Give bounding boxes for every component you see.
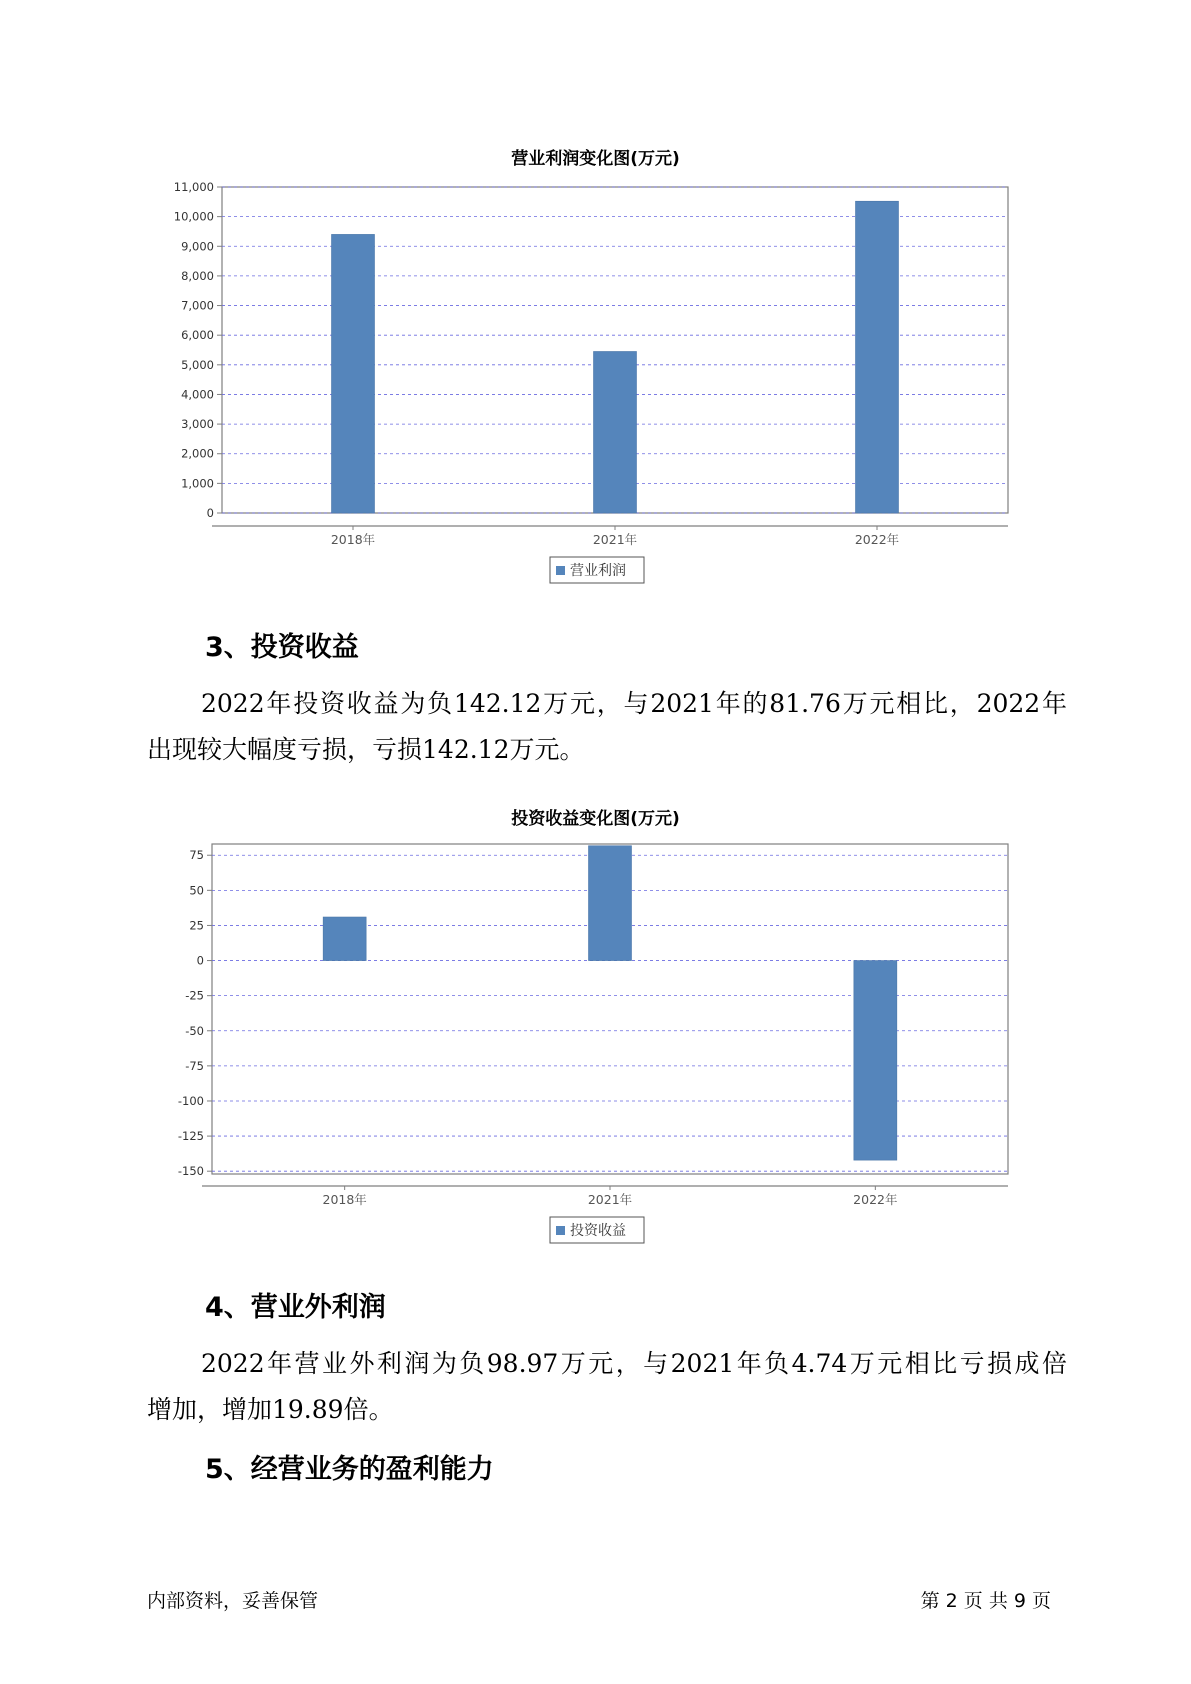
x-tick-label: 2021年 [592, 532, 638, 547]
paragraph-line: 2022年投资收益为负142.12万元，与2021年的81.76万元相比，2022年 [201, 689, 1067, 718]
x-tick-label: 2022年 [854, 532, 900, 547]
y-tick-label: 2,000 [181, 446, 214, 461]
heading-investment-income: 3、投资收益 [205, 632, 359, 663]
y-tick-label: 25 [189, 918, 204, 933]
y-tick-label: 0 [206, 506, 214, 520]
bar-2021年 [589, 846, 632, 961]
paragraph-line: 增加，增加19.89倍。 [147, 1395, 394, 1424]
y-tick-label: 9,000 [181, 239, 214, 254]
y-tick-label: 11,000 [173, 180, 214, 194]
bar-2018年 [332, 234, 375, 513]
bar-2021年 [594, 351, 637, 513]
y-tick-label: -50 [185, 1023, 204, 1038]
paragraph-investment-income [147, 681, 1067, 773]
y-tick-label: 4,000 [181, 387, 214, 402]
y-tick-label: -150 [177, 1164, 204, 1179]
y-tick-label: 6,000 [181, 328, 214, 343]
chart-investment-income [0, 830, 1191, 1250]
y-tick-label: 50 [189, 883, 204, 898]
x-tick-label: 2018年 [330, 532, 376, 547]
y-tick-label: 10,000 [173, 209, 214, 224]
bar-2022年 [854, 961, 897, 1161]
legend-label: 营业利润 [570, 563, 626, 579]
x-tick-label: 2018年 [322, 1192, 367, 1207]
x-tick-label: 2021年 [587, 1192, 633, 1207]
y-tick-label: -100 [177, 1093, 204, 1108]
y-tick-label: -75 [185, 1058, 204, 1073]
paragraph-non-operating-profit [147, 1341, 1067, 1433]
legend-swatch [556, 1226, 565, 1235]
legend-swatch [556, 566, 565, 575]
heading-non-operating-profit: 4、营业外利润 [205, 1292, 386, 1323]
bar-2022年 [856, 201, 899, 513]
y-tick-label: -25 [185, 988, 204, 1003]
y-tick-label: -125 [177, 1129, 204, 1144]
chart-title-investment-income: 投资收益变化图(万元) [511, 809, 680, 829]
chart-title-operating-profit: 营业利润变化图(万元) [511, 149, 680, 169]
y-tick-label: 7,000 [181, 298, 214, 313]
footer-confidential-note: 内部资料，妥善保管 [147, 1590, 319, 1612]
paragraph-line: 2022年营业外利润为负98.97万元，与2021年负4.74万元相比亏损成倍 [201, 1349, 1067, 1378]
legend-label: 投资收益 [570, 1223, 626, 1239]
y-tick-label: 0 [196, 953, 204, 968]
chart-operating-profit [0, 170, 1191, 600]
footer-page-number: 第 2 页 共 9 页 [920, 1590, 1051, 1612]
y-tick-label: 75 [189, 848, 204, 863]
y-tick-label: 5,000 [181, 357, 214, 372]
y-tick-label: 3,000 [181, 417, 214, 432]
y-tick-label: 8,000 [181, 268, 214, 283]
x-tick-label: 2022年 [853, 1192, 898, 1207]
bar-2018年 [323, 917, 366, 961]
paragraph-line: 出现较大幅度亏损，亏损142.12万元。 [147, 735, 585, 764]
heading-operating-profitability: 5、经营业务的盈利能力 [205, 1454, 494, 1485]
y-tick-label: 1,000 [181, 476, 214, 491]
